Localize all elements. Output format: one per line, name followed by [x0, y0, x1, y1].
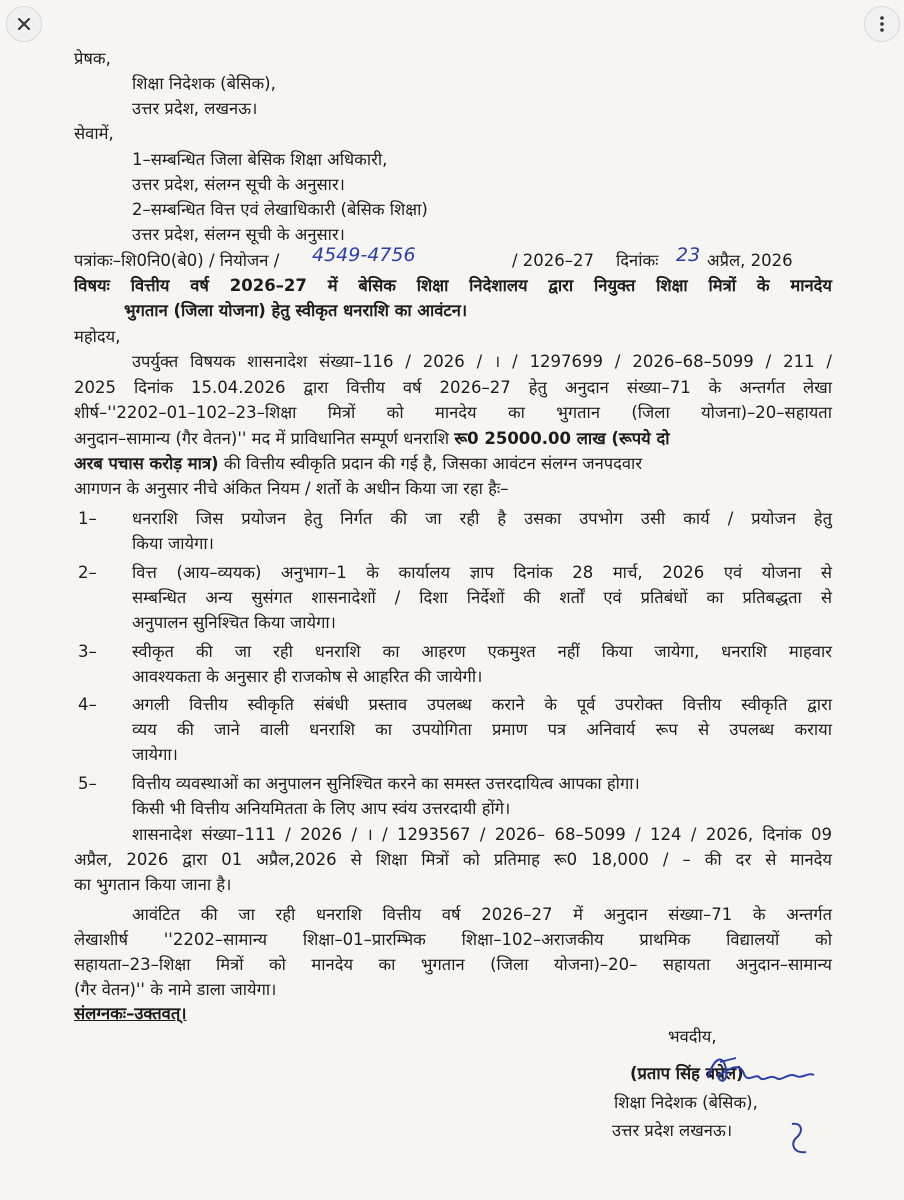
body-line: अप्रैल, 2026 द्वारा 01 अप्रैल,2026 से शिक्षा मित्रों को प्रतिमाह रू0 18,000 / – की दर से मानदेय — [74, 850, 832, 869]
handwritten-signature — [700, 1048, 820, 1092]
recipient-line: 1–सम्बन्धित जिला बेसिक शिक्षा अधिकारी, — [132, 150, 388, 169]
condition-line: सम्बन्धित अन्य सुसंगत शासनादेशों / दिशा निर्देशों की शर्तों एवं प्रतिबंधों का प्रतिबद्धता से — [132, 588, 832, 607]
body-line: आवंटित की जा रही धनराशि वित्तीय वर्ष 2026–27 में अनुदान संख्या–71 के अन्तर्गत — [132, 905, 832, 924]
sender-line: उत्तर प्रदेश, लखनऊ। — [132, 99, 258, 118]
reference-date-rest: अप्रैल, 2026 — [707, 251, 793, 270]
condition-line: अनुपालन सुनिश्चित किया जायेगा। — [132, 613, 336, 632]
condition-line: आवश्यकता के अनुसार ही राजकोष से आहरित की जायेगी। — [132, 667, 483, 686]
body-text: की वित्तीय स्वीकृति प्रदान की गई है, जिसका आवंटन संलग्न जनपदवार — [223, 454, 643, 473]
reference-prefix: पत्रांकः–शि0नि0(बे0) / नियोजन / — [74, 251, 280, 270]
body-line — [74, 428, 670, 450]
condition-line: किसी भी वित्तीय अनियमितता के लिए आप स्वंय उत्तरदायी होंगे। — [132, 799, 511, 818]
body-line: उपर्युक्त विषयक शासनादेश संख्या–116 / 2026 / । / 1297699 / 2026–68–5099 / 211 / — [132, 352, 832, 371]
handwritten-initial — [778, 1114, 818, 1164]
condition-line: वित्तीय व्यवस्थाओं का अनुपालन सुनिश्चित करने का समस्त उत्तरदायित्व आपका होगा। — [132, 774, 640, 793]
condition-line: अगली वित्तीय स्वीकृति संबंधी प्रस्ताव उपलब्ध कराने के पूर्व उपरोक्त वित्तीय स्वीकृति द्वारा — [132, 695, 832, 714]
sender-line: शिक्षा निदेशक (बेसिक), — [132, 74, 276, 93]
body-line: का भुगतान किया जाना है। — [74, 875, 232, 894]
condition-line: किया जायेगा। — [132, 534, 214, 553]
sender-label: प्रेषक, — [74, 49, 111, 68]
body-line — [74, 453, 642, 475]
condition-number: 3– — [78, 642, 97, 661]
recipient-line: 2–सम्बन्धित वित्त एवं लेखाधिकारी (बेसिक शिक्षा) — [132, 200, 428, 219]
body-line: (गैर वेतन)'' के नामे डाला जायेगा। — [74, 980, 277, 999]
salutation: महोदय, — [74, 327, 121, 346]
reference-date-label: दिनांकः — [616, 251, 659, 270]
closing-text: भवदीय, — [668, 1027, 717, 1046]
body-line: लेखाशीर्ष ''2202–सामान्य शिक्षा–01–प्रारम्भिक शिक्षा–102–अराजकीय प्राथमिक विद्यालयों को — [74, 930, 832, 949]
handwritten-letter-number: 4549-4756 — [312, 244, 416, 266]
recipients-label: सेवामें, — [74, 124, 114, 143]
subject-line: भुगतान (जिला योजना) हेतु स्वीकृत धनराशि का आवंटन। — [124, 301, 468, 320]
handwritten-date-day: 23 — [676, 244, 701, 266]
amount-words: अरब पचास करोड़ मात्र) — [74, 454, 219, 473]
condition-number: 4– — [78, 695, 97, 714]
signatory-place: उत्तर प्रदेश लखनऊ। — [612, 1121, 733, 1140]
condition-line: वित्त (आय–व्ययक) अनुभाग–1 के कार्यालय ज्ञाप दिनांक 28 मार्च, 2026 एवं योजना से — [132, 563, 832, 582]
subject-line: विषयः वित्तीय वर्ष 2026–27 में बेसिक शिक्षा निदेशालय द्वारा नियुक्त शिक्षा मित्रों के मानदेय — [74, 276, 832, 295]
condition-line: जायेगा। — [132, 745, 178, 764]
condition-number: 2– — [78, 563, 97, 582]
amount-text: रू0 25000.00 लाख (रूपये दो — [454, 429, 670, 448]
body-line: आगणन के अनुसार नीचे अंकित नियम / शर्तो के अधीन किया जा रहा हैः– — [74, 479, 509, 498]
body-line: सहायता–23–शिक्षा मित्रों को मानदेय का भुगतान (जिला योजना)–20– सहायता अनुदान–सामान्य — [74, 955, 832, 974]
body-line: 2025 दिनांक 15.04.2026 द्वारा वित्तीय वर्ष 2026–27 हेतु अनुदान संख्या–71 के अन्तर्गत लेखा — [74, 378, 832, 397]
condition-line: स्वीकृत की जा रही धनराशि का आहरण एकमुश्त नहीं किया जायेगा, धनराशि माहवार — [132, 642, 832, 661]
signatory-title: शिक्षा निदेशक (बेसिक), — [614, 1093, 758, 1112]
body-line: शीर्ष–''2202–01–102–23–शिक्षा मित्रों को मानदेय का भुगतान (जिला योजना)–20–सहायता — [74, 403, 832, 422]
condition-number: 1– — [78, 509, 97, 528]
reference-year: / 2026–27 — [512, 251, 595, 270]
condition-line: व्यय की जाने वाली धनराशि का उपयोगिता प्रमाण पत्र अनिवार्य रूप से उपलब्ध कराया — [132, 720, 832, 739]
enclosure-note: संलग्नकः–उक्तवत्। — [74, 1004, 187, 1023]
body-line: शासनादेश संख्या–111 / 2026 / । / 1293567 / 2026– 68–5099 / 124 / 2026, दिनांक 09 — [132, 825, 832, 844]
condition-number: 5– — [78, 774, 97, 793]
recipient-line: उत्तर प्रदेश, संलग्न सूची के अनुसार। — [132, 175, 345, 194]
body-text: अनुदान–सामान्य (गैर वेतन)'' मद में प्राविधानित सम्पूर्ण धनराशि — [74, 429, 450, 448]
signatory-name: (प्रताप सिंह बघेल) — [630, 1064, 744, 1083]
recipient-line: उत्तर प्रदेश, संलग्न सूची के अनुसार। — [132, 225, 345, 244]
condition-line: धनराशि जिस प्रयोजन हेतु निर्गत की जा रही है उसका उपभोग उसी कार्य / प्रयोजन हेतु — [132, 509, 832, 528]
